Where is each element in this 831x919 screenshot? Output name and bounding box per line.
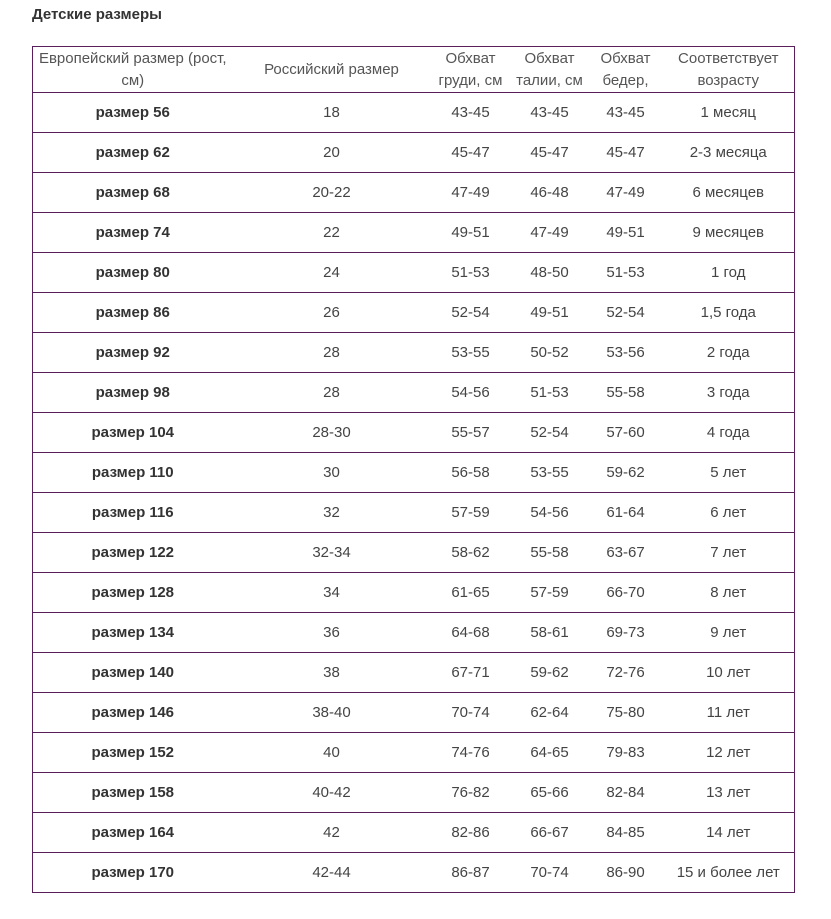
table-row (33, 613, 795, 653)
cell-waist: 57-59 (511, 573, 589, 613)
cell-hips: 55-58 (589, 373, 663, 413)
cell-hips: 49-51 (589, 213, 663, 253)
table-row (33, 693, 795, 733)
cell-age: 7 лет (663, 533, 795, 573)
cell-waist: 55-58 (511, 533, 589, 573)
cell-ru-size: 22 (233, 213, 431, 253)
cell-eu-size: размер 158 (33, 773, 233, 813)
cell-waist: 50-52 (511, 333, 589, 373)
cell-eu-size: размер 68 (33, 173, 233, 213)
header-hips: Обхват бедер, (589, 47, 663, 93)
cell-hips: 51-53 (589, 253, 663, 293)
cell-ru-size: 28-30 (233, 413, 431, 453)
cell-chest: 53-55 (431, 333, 511, 373)
cell-waist: 46-48 (511, 173, 589, 213)
table-row (33, 853, 795, 893)
cell-chest: 70-74 (431, 693, 511, 733)
cell-chest: 74-76 (431, 733, 511, 773)
cell-hips: 52-54 (589, 293, 663, 333)
cell-chest: 56-58 (431, 453, 511, 493)
table-body (33, 93, 795, 893)
cell-eu-size: размер 128 (33, 573, 233, 613)
cell-age: 2 года (663, 333, 795, 373)
table-row (33, 533, 795, 573)
table-row (33, 813, 795, 853)
cell-chest: 52-54 (431, 293, 511, 333)
cell-age: 9 месяцев (663, 213, 795, 253)
cell-age: 1 месяц (663, 93, 795, 133)
cell-age: 9 лет (663, 613, 795, 653)
cell-chest: 47-49 (431, 173, 511, 213)
table-row (33, 293, 795, 333)
cell-ru-size: 38-40 (233, 693, 431, 733)
cell-hips: 53-56 (589, 333, 663, 373)
cell-hips: 43-45 (589, 93, 663, 133)
cell-eu-size: размер 104 (33, 413, 233, 453)
cell-age: 15 и более лет (663, 853, 795, 893)
cell-ru-size: 36 (233, 613, 431, 653)
cell-waist: 52-54 (511, 413, 589, 453)
cell-hips: 63-67 (589, 533, 663, 573)
table-header-row (33, 47, 795, 93)
cell-eu-size: размер 110 (33, 453, 233, 493)
cell-eu-size: размер 140 (33, 653, 233, 693)
page-title: Детские размеры (32, 6, 162, 23)
size-table (32, 46, 795, 893)
cell-eu-size: размер 146 (33, 693, 233, 733)
cell-hips: 47-49 (589, 173, 663, 213)
cell-hips: 84-85 (589, 813, 663, 853)
cell-chest: 57-59 (431, 493, 511, 533)
cell-waist: 51-53 (511, 373, 589, 413)
cell-hips: 72-76 (589, 653, 663, 693)
cell-age: 6 лет (663, 493, 795, 533)
cell-chest: 58-62 (431, 533, 511, 573)
cell-ru-size: 38 (233, 653, 431, 693)
cell-age: 2-3 месяца (663, 133, 795, 173)
cell-ru-size: 40 (233, 733, 431, 773)
header-waist: Обхват талии, см (511, 47, 589, 93)
cell-waist: 48-50 (511, 253, 589, 293)
cell-ru-size: 32 (233, 493, 431, 533)
cell-waist: 59-62 (511, 653, 589, 693)
cell-hips: 61-64 (589, 493, 663, 533)
cell-waist: 43-45 (511, 93, 589, 133)
cell-age: 13 лет (663, 773, 795, 813)
header-chest: Обхват груди, см (431, 47, 511, 93)
cell-eu-size: размер 164 (33, 813, 233, 853)
cell-ru-size: 28 (233, 373, 431, 413)
table-row (33, 653, 795, 693)
table-row (33, 93, 795, 133)
cell-waist: 64-65 (511, 733, 589, 773)
cell-hips: 69-73 (589, 613, 663, 653)
cell-hips: 59-62 (589, 453, 663, 493)
table-row (33, 333, 795, 373)
cell-age: 4 года (663, 413, 795, 453)
cell-waist: 45-47 (511, 133, 589, 173)
cell-age: 5 лет (663, 453, 795, 493)
cell-age: 14 лет (663, 813, 795, 853)
cell-hips: 79-83 (589, 733, 663, 773)
table-row (33, 213, 795, 253)
cell-hips: 57-60 (589, 413, 663, 453)
cell-eu-size: размер 80 (33, 253, 233, 293)
cell-ru-size: 30 (233, 453, 431, 493)
cell-hips: 82-84 (589, 773, 663, 813)
cell-age: 11 лет (663, 693, 795, 733)
cell-eu-size: размер 86 (33, 293, 233, 333)
cell-ru-size: 42-44 (233, 853, 431, 893)
cell-age: 1,5 года (663, 293, 795, 333)
cell-ru-size: 32-34 (233, 533, 431, 573)
cell-chest: 45-47 (431, 133, 511, 173)
cell-ru-size: 28 (233, 333, 431, 373)
table-row (33, 173, 795, 213)
table-row (33, 133, 795, 173)
cell-eu-size: размер 122 (33, 533, 233, 573)
cell-chest: 43-45 (431, 93, 511, 133)
cell-waist: 66-67 (511, 813, 589, 853)
cell-waist: 70-74 (511, 853, 589, 893)
cell-ru-size: 20 (233, 133, 431, 173)
header-ru-size: Российский размер (233, 47, 431, 93)
table-row (33, 573, 795, 613)
cell-ru-size: 34 (233, 573, 431, 613)
cell-waist: 54-56 (511, 493, 589, 533)
cell-age: 12 лет (663, 733, 795, 773)
cell-age: 10 лет (663, 653, 795, 693)
cell-age: 6 месяцев (663, 173, 795, 213)
cell-waist: 47-49 (511, 213, 589, 253)
cell-waist: 58-61 (511, 613, 589, 653)
cell-age: 1 год (663, 253, 795, 293)
cell-chest: 64-68 (431, 613, 511, 653)
cell-ru-size: 40-42 (233, 773, 431, 813)
cell-age: 3 года (663, 373, 795, 413)
cell-chest: 51-53 (431, 253, 511, 293)
cell-eu-size: размер 74 (33, 213, 233, 253)
table-row (33, 373, 795, 413)
header-eu-size: Европейский размер (рост, см) (33, 47, 233, 93)
cell-chest: 82-86 (431, 813, 511, 853)
cell-eu-size: размер 152 (33, 733, 233, 773)
cell-ru-size: 42 (233, 813, 431, 853)
cell-chest: 86-87 (431, 853, 511, 893)
cell-eu-size: размер 62 (33, 133, 233, 173)
cell-ru-size: 26 (233, 293, 431, 333)
cell-ru-size: 20-22 (233, 173, 431, 213)
cell-chest: 54-56 (431, 373, 511, 413)
cell-eu-size: размер 170 (33, 853, 233, 893)
cell-eu-size: размер 134 (33, 613, 233, 653)
cell-hips: 45-47 (589, 133, 663, 173)
cell-hips: 75-80 (589, 693, 663, 733)
cell-chest: 55-57 (431, 413, 511, 453)
cell-waist: 65-66 (511, 773, 589, 813)
cell-hips: 66-70 (589, 573, 663, 613)
cell-chest: 76-82 (431, 773, 511, 813)
cell-hips: 86-90 (589, 853, 663, 893)
table-row (33, 253, 795, 293)
cell-waist: 53-55 (511, 453, 589, 493)
table-row (33, 453, 795, 493)
cell-eu-size: размер 56 (33, 93, 233, 133)
cell-age: 8 лет (663, 573, 795, 613)
table-row (33, 493, 795, 533)
cell-eu-size: размер 116 (33, 493, 233, 533)
table-row (33, 413, 795, 453)
table-row (33, 773, 795, 813)
cell-eu-size: размер 98 (33, 373, 233, 413)
cell-ru-size: 24 (233, 253, 431, 293)
cell-eu-size: размер 92 (33, 333, 233, 373)
cell-waist: 49-51 (511, 293, 589, 333)
table-row (33, 733, 795, 773)
cell-chest: 49-51 (431, 213, 511, 253)
cell-chest: 67-71 (431, 653, 511, 693)
cell-waist: 62-64 (511, 693, 589, 733)
cell-chest: 61-65 (431, 573, 511, 613)
cell-ru-size: 18 (233, 93, 431, 133)
header-age: Соответствует возрасту (663, 47, 795, 93)
